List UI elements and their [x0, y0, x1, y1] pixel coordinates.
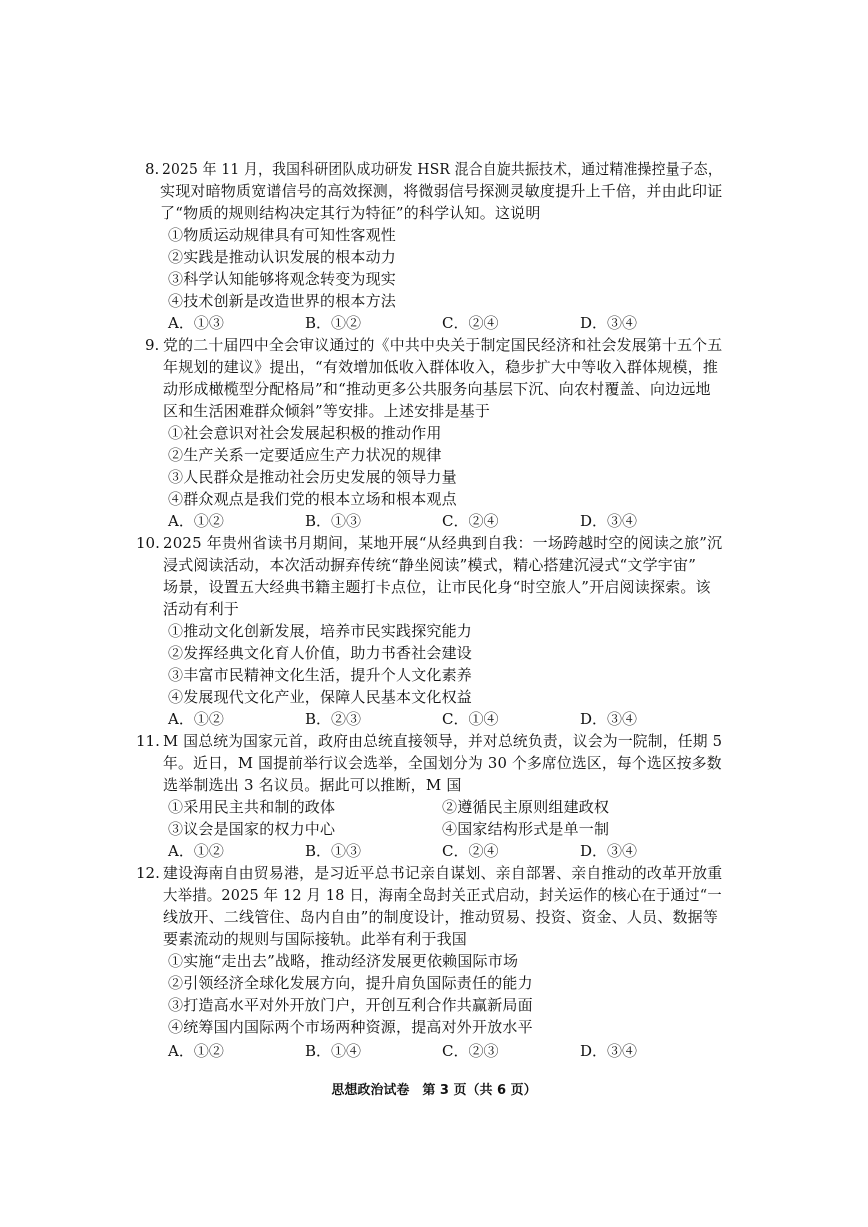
question-number: 8. — [145, 160, 160, 178]
choice-d: D．③④ — [580, 1042, 638, 1060]
statement-item: ①采用民主共和制的政体 — [168, 798, 336, 816]
question-stem-line: 党的二十届四中全会审议通过的《中共中央关于制定国民经济和社会发展第十五个五 — [163, 336, 723, 354]
question-number: 10. — [136, 534, 160, 552]
choice-c: C．②③ — [442, 1042, 499, 1060]
choice-d: D．③④ — [580, 314, 638, 332]
question-stem-line: 实现对暗物质宽谱信号的高效探测，将微弱信号探测灵敏度提升上千倍，并由此印证 — [160, 182, 723, 200]
question-stem-line: 选举制选出 3 名议员。据此可以推断，M 国 — [163, 776, 462, 794]
statement-item: ①物质运动规律具有可知性客观性 — [168, 226, 397, 244]
question-stem-line: 大举措。2025 年 12 月 18 日，海南全岛封关正式启动，封关运作的核心在于通过“一 — [163, 886, 722, 904]
question-stem-line: 要素流动的规则与国际接轨。此举有利于我国 — [163, 930, 468, 948]
question-stem-line: 2025 年贵州省读书月期间，某地开展“从经典到自我：一场跨越时空的阅读之旅”沉 — [163, 534, 723, 552]
choice-a: A．①② — [168, 1042, 224, 1060]
statement-item: ②发挥经典文化育人价值，助力书香社会建设 — [168, 644, 473, 662]
choice-b: B．①③ — [305, 842, 362, 860]
choice-c: C．②④ — [442, 512, 499, 530]
question-stem-line: 区和生活困难群众倾斜”等安排。上述安排是基于 — [163, 402, 491, 420]
statement-item: ④技术创新是改造世界的根本方法 — [168, 292, 397, 310]
statement-item: ②实践是推动认识发展的根本动力 — [168, 248, 397, 266]
statement-item: ③打造高水平对外开放门户，开创互利合作共赢新局面 — [168, 996, 533, 1014]
statement-item: ④群众观点是我们党的根本立场和根本观点 — [168, 490, 457, 508]
statement-item: ①实施“走出去”战略，推动经济发展更依赖国际市场 — [168, 952, 519, 970]
choice-b: B．①② — [305, 314, 362, 332]
statement-item: ②生产关系一定要适应生产力状况的规律 — [168, 446, 442, 464]
question-stem-line: 线放开、二线管住、岛内自由”的制度设计，推动贸易、投资、资金、人员、数据等 — [163, 908, 719, 926]
question-number: 9. — [145, 336, 160, 354]
choice-d: D．③④ — [580, 512, 638, 530]
page-footer: 思想政治试卷 第 3 页（共 6 页） — [331, 1083, 537, 1098]
statement-item: ④国家结构形式是单一制 — [442, 820, 610, 838]
statement-item: ④统筹国内国际两个市场两种资源，提高对外开放水平 — [168, 1018, 533, 1036]
statement-item: ②遵循民主原则组建政权 — [442, 798, 610, 816]
choice-c: C．①④ — [442, 710, 499, 728]
question-stem-line: 2025 年 11 月，我国科研团队成功研发 HSR 混合自旋共振技术，通过精准操控量子态， — [162, 160, 722, 178]
question-stem-line: 建设海南自由贸易港，是习近平总书记亲自谋划、亲自部署、亲自推动的改革开放重 — [163, 864, 723, 882]
question-stem-line: 动形成橄榄型分配格局”和“推动更多公共服务向基层下沉、向农村覆盖、向边远地 — [163, 380, 711, 398]
question-stem-line: 年规划的建议》提出，“有效增加低收入群体收入，稳步扩大中等收入群体规模，推 — [163, 358, 719, 376]
choice-b: B．①④ — [305, 1042, 362, 1060]
statement-item: ③丰富市民精神文化生活，提升个人文化素养 — [168, 666, 473, 684]
statement-item: ③人民群众是推动社会历史发展的领导力量 — [168, 468, 457, 486]
statement-item: ④发展现代文化产业，保障人民基本文化权益 — [168, 688, 473, 706]
question-stem-line: M 国总统为国家元首，政府由总统直接领导，并对总统负责，议会为一院制，任期 5 — [163, 732, 723, 750]
choice-a: A．①② — [168, 710, 224, 728]
choice-b: B．①③ — [305, 512, 362, 530]
question-stem-line: 年。近日，M 国提前举行议会选举，全国划分为 30 个多席位选区，每个选区按多数 — [163, 754, 722, 772]
question-stem-line: 场景，设置五大经典书籍主题打卡点位，让市民化身“时空旅人”开启阅读探索。该 — [163, 578, 711, 596]
choice-d: D．③④ — [580, 710, 638, 728]
choice-b: B．②③ — [305, 710, 362, 728]
question-number: 12. — [136, 864, 160, 882]
question-number: 11. — [136, 732, 160, 750]
question-stem-line: 活动有利于 — [163, 600, 240, 618]
statement-item: ③议会是国家的权力中心 — [168, 820, 336, 838]
statement-item: ③科学认知能够将观念转变为现实 — [168, 270, 397, 288]
question-stem-line: 了“物质的规则结构决定其行为特征”的科学认知。这说明 — [160, 204, 541, 222]
choice-a: A．①② — [168, 512, 224, 530]
statement-item: ①推动文化创新发展，培养市民实践探究能力 — [168, 622, 473, 640]
choice-a: A．①② — [168, 842, 224, 860]
choice-c: C．②④ — [442, 842, 499, 860]
choice-c: C．②④ — [442, 314, 499, 332]
question-stem-line: 浸式阅读活动，本次活动摒弃传统“静坐阅读”模式，精心搭建沉浸式“文学宇宙” — [163, 556, 697, 574]
statement-item: ②引领经济全球化发展方向，提升肩负国际责任的能力 — [168, 974, 533, 992]
statement-item: ①社会意识对社会发展起积极的推动作用 — [168, 424, 442, 442]
choice-d: D．③④ — [580, 842, 638, 860]
choice-a: A．①③ — [168, 314, 224, 332]
